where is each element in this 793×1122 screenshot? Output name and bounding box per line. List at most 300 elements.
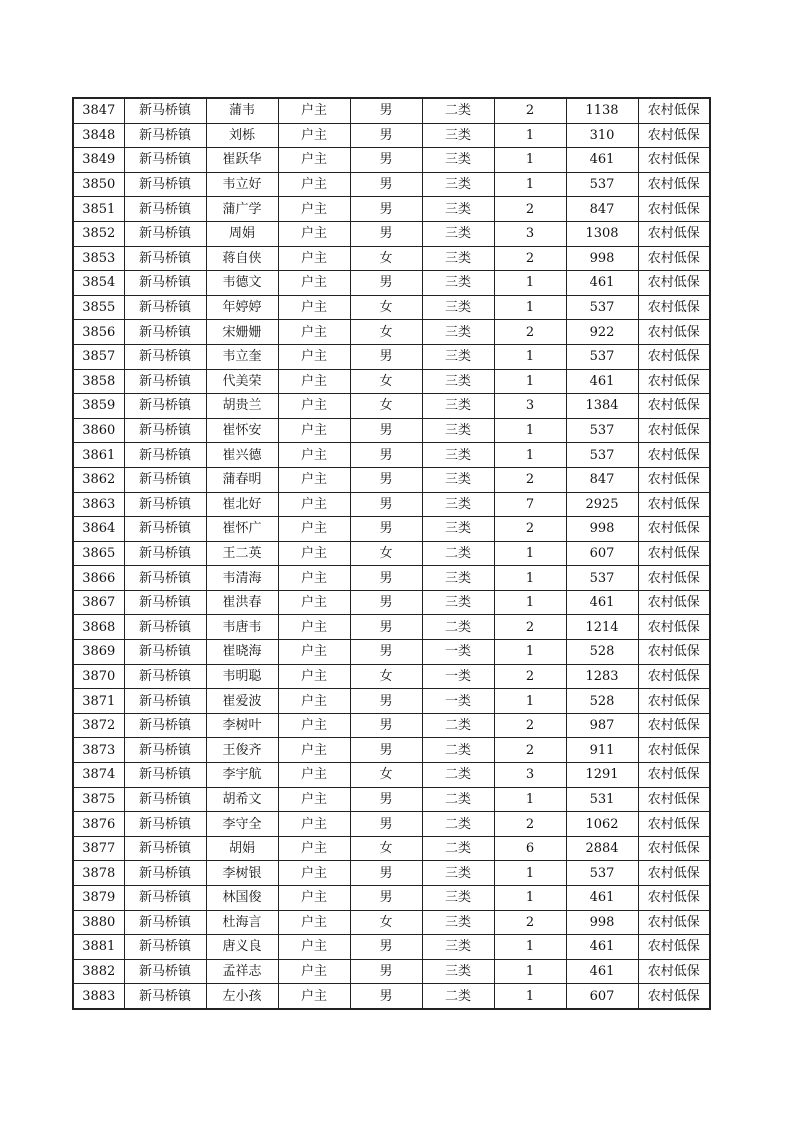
category-cell: 三类: [422, 123, 494, 148]
town-cell: 新马桥镇: [124, 394, 206, 419]
household-size-cell: 1: [494, 148, 566, 173]
table-row: [73, 172, 710, 197]
row-number-cell: 3874: [73, 763, 124, 788]
assistance-type-cell: 农村低保: [638, 418, 710, 443]
category-cell: 二类: [422, 812, 494, 837]
amount-cell: 998: [566, 246, 638, 271]
table-row: [73, 123, 710, 148]
table-row: [73, 935, 710, 960]
amount-cell: 461: [566, 148, 638, 173]
category-cell: 二类: [422, 98, 494, 123]
table-row: [73, 246, 710, 271]
table-row: [73, 517, 710, 542]
household-size-cell: 1: [494, 443, 566, 468]
name-cell: 李树银: [206, 861, 278, 886]
table-row: [73, 295, 710, 320]
assistance-type-cell: 农村低保: [638, 295, 710, 320]
amount-cell: 537: [566, 418, 638, 443]
table-row: [73, 787, 710, 812]
row-number-cell: 3870: [73, 664, 124, 689]
relation-cell: 户主: [278, 172, 350, 197]
assistance-type-cell: 农村低保: [638, 344, 710, 369]
amount-cell: 531: [566, 787, 638, 812]
assistance-type-cell: 农村低保: [638, 664, 710, 689]
household-size-cell: 2: [494, 320, 566, 345]
gender-cell: 男: [350, 172, 422, 197]
table-row: [73, 615, 710, 640]
relation-cell: 户主: [278, 369, 350, 394]
household-size-cell: 2: [494, 713, 566, 738]
table-row: [73, 713, 710, 738]
relation-cell: 户主: [278, 295, 350, 320]
row-number-cell: 3859: [73, 394, 124, 419]
amount-cell: 461: [566, 590, 638, 615]
amount-cell: 998: [566, 517, 638, 542]
name-cell: 蒋自侠: [206, 246, 278, 271]
relation-cell: 户主: [278, 738, 350, 763]
category-cell: 二类: [422, 738, 494, 763]
assistance-roster-table: [72, 97, 711, 1010]
category-cell: 二类: [422, 615, 494, 640]
town-cell: 新马桥镇: [124, 271, 206, 296]
table-row: [73, 320, 710, 345]
household-size-cell: 3: [494, 221, 566, 246]
row-number-cell: 3848: [73, 123, 124, 148]
table-row: [73, 763, 710, 788]
category-cell: 二类: [422, 836, 494, 861]
row-number-cell: 3855: [73, 295, 124, 320]
household-size-cell: 2: [494, 738, 566, 763]
gender-cell: 女: [350, 763, 422, 788]
assistance-type-cell: 农村低保: [638, 738, 710, 763]
amount-cell: 987: [566, 713, 638, 738]
name-cell: 崔怀广: [206, 517, 278, 542]
household-size-cell: 1: [494, 566, 566, 591]
relation-cell: 户主: [278, 959, 350, 984]
town-cell: 新马桥镇: [124, 492, 206, 517]
relation-cell: 户主: [278, 640, 350, 665]
amount-cell: 1308: [566, 221, 638, 246]
table-row: [73, 271, 710, 296]
amount-cell: 1062: [566, 812, 638, 837]
household-size-cell: 2: [494, 517, 566, 542]
assistance-type-cell: 农村低保: [638, 443, 710, 468]
town-cell: 新马桥镇: [124, 541, 206, 566]
town-cell: 新马桥镇: [124, 123, 206, 148]
row-number-cell: 3882: [73, 959, 124, 984]
name-cell: 蒲广学: [206, 197, 278, 222]
assistance-type-cell: 农村低保: [638, 148, 710, 173]
category-cell: 三类: [422, 566, 494, 591]
amount-cell: 461: [566, 886, 638, 911]
household-size-cell: 2: [494, 467, 566, 492]
assistance-type-cell: 农村低保: [638, 123, 710, 148]
row-number-cell: 3850: [73, 172, 124, 197]
household-size-cell: 1: [494, 541, 566, 566]
town-cell: 新马桥镇: [124, 738, 206, 763]
name-cell: 韦立奎: [206, 344, 278, 369]
household-size-cell: 2: [494, 197, 566, 222]
town-cell: 新马桥镇: [124, 689, 206, 714]
town-cell: 新马桥镇: [124, 320, 206, 345]
category-cell: 三类: [422, 148, 494, 173]
name-cell: 崔洪春: [206, 590, 278, 615]
town-cell: 新马桥镇: [124, 640, 206, 665]
town-cell: 新马桥镇: [124, 763, 206, 788]
gender-cell: 男: [350, 959, 422, 984]
table-row: [73, 590, 710, 615]
assistance-type-cell: 农村低保: [638, 910, 710, 935]
gender-cell: 男: [350, 738, 422, 763]
category-cell: 三类: [422, 886, 494, 911]
relation-cell: 户主: [278, 861, 350, 886]
household-size-cell: 1: [494, 123, 566, 148]
row-number-cell: 3856: [73, 320, 124, 345]
assistance-type-cell: 农村低保: [638, 369, 710, 394]
household-size-cell: 2: [494, 910, 566, 935]
relation-cell: 户主: [278, 197, 350, 222]
table-row: [73, 738, 710, 763]
table-row: [73, 443, 710, 468]
gender-cell: 男: [350, 98, 422, 123]
relation-cell: 户主: [278, 123, 350, 148]
gender-cell: 男: [350, 886, 422, 911]
name-cell: 宋姗姗: [206, 320, 278, 345]
name-cell: 王二英: [206, 541, 278, 566]
row-number-cell: 3863: [73, 492, 124, 517]
category-cell: 三类: [422, 320, 494, 345]
row-number-cell: 3868: [73, 615, 124, 640]
household-size-cell: 2: [494, 246, 566, 271]
name-cell: 胡娟: [206, 836, 278, 861]
name-cell: 韦德文: [206, 271, 278, 296]
household-size-cell: 1: [494, 590, 566, 615]
assistance-type-cell: 农村低保: [638, 197, 710, 222]
amount-cell: 461: [566, 959, 638, 984]
relation-cell: 户主: [278, 467, 350, 492]
assistance-type-cell: 农村低保: [638, 492, 710, 517]
gender-cell: 男: [350, 443, 422, 468]
row-number-cell: 3871: [73, 689, 124, 714]
household-size-cell: 2: [494, 615, 566, 640]
row-number-cell: 3875: [73, 787, 124, 812]
household-size-cell: 6: [494, 836, 566, 861]
household-size-cell: 2: [494, 812, 566, 837]
table-row: [73, 689, 710, 714]
row-number-cell: 3862: [73, 467, 124, 492]
gender-cell: 男: [350, 689, 422, 714]
category-cell: 三类: [422, 517, 494, 542]
table-row: [73, 836, 710, 861]
household-size-cell: 1: [494, 344, 566, 369]
relation-cell: 户主: [278, 910, 350, 935]
relation-cell: 户主: [278, 787, 350, 812]
household-size-cell: 1: [494, 640, 566, 665]
name-cell: 韦唐韦: [206, 615, 278, 640]
table-row: [73, 812, 710, 837]
household-size-cell: 3: [494, 763, 566, 788]
category-cell: 二类: [422, 984, 494, 1009]
name-cell: 王俊齐: [206, 738, 278, 763]
gender-cell: 男: [350, 123, 422, 148]
relation-cell: 户主: [278, 763, 350, 788]
name-cell: 崔北好: [206, 492, 278, 517]
assistance-type-cell: 农村低保: [638, 787, 710, 812]
household-size-cell: 7: [494, 492, 566, 517]
name-cell: 崔怀安: [206, 418, 278, 443]
relation-cell: 户主: [278, 344, 350, 369]
relation-cell: 户主: [278, 394, 350, 419]
household-size-cell: 1: [494, 271, 566, 296]
household-size-cell: 1: [494, 935, 566, 960]
town-cell: 新马桥镇: [124, 861, 206, 886]
assistance-type-cell: 农村低保: [638, 713, 710, 738]
category-cell: 三类: [422, 295, 494, 320]
row-number-cell: 3864: [73, 517, 124, 542]
household-size-cell: 1: [494, 959, 566, 984]
town-cell: 新马桥镇: [124, 910, 206, 935]
gender-cell: 男: [350, 640, 422, 665]
table-body: [73, 98, 710, 1009]
table-row: [73, 148, 710, 173]
town-cell: 新马桥镇: [124, 812, 206, 837]
assistance-type-cell: 农村低保: [638, 271, 710, 296]
row-number-cell: 3858: [73, 369, 124, 394]
assistance-type-cell: 农村低保: [638, 394, 710, 419]
gender-cell: 男: [350, 812, 422, 837]
household-size-cell: 1: [494, 172, 566, 197]
household-size-cell: 3: [494, 394, 566, 419]
category-cell: 三类: [422, 910, 494, 935]
town-cell: 新马桥镇: [124, 344, 206, 369]
gender-cell: 女: [350, 320, 422, 345]
amount-cell: 461: [566, 369, 638, 394]
amount-cell: 461: [566, 271, 638, 296]
table-row: [73, 861, 710, 886]
town-cell: 新马桥镇: [124, 886, 206, 911]
household-size-cell: 2: [494, 98, 566, 123]
amount-cell: 537: [566, 443, 638, 468]
amount-cell: 310: [566, 123, 638, 148]
town-cell: 新马桥镇: [124, 148, 206, 173]
row-number-cell: 3878: [73, 861, 124, 886]
amount-cell: 1138: [566, 98, 638, 123]
gender-cell: 男: [350, 517, 422, 542]
row-number-cell: 3881: [73, 935, 124, 960]
town-cell: 新马桥镇: [124, 467, 206, 492]
table-row: [73, 418, 710, 443]
category-cell: 二类: [422, 541, 494, 566]
table-row: [73, 910, 710, 935]
amount-cell: 1214: [566, 615, 638, 640]
assistance-type-cell: 农村低保: [638, 246, 710, 271]
amount-cell: 847: [566, 467, 638, 492]
assistance-type-cell: 农村低保: [638, 590, 710, 615]
relation-cell: 户主: [278, 271, 350, 296]
amount-cell: 1283: [566, 664, 638, 689]
row-number-cell: 3861: [73, 443, 124, 468]
row-number-cell: 3883: [73, 984, 124, 1009]
relation-cell: 户主: [278, 320, 350, 345]
category-cell: 三类: [422, 492, 494, 517]
town-cell: 新马桥镇: [124, 295, 206, 320]
table-row: [73, 959, 710, 984]
assistance-type-cell: 农村低保: [638, 221, 710, 246]
town-cell: 新马桥镇: [124, 566, 206, 591]
table-row: [73, 221, 710, 246]
name-cell: 胡贵兰: [206, 394, 278, 419]
relation-cell: 户主: [278, 566, 350, 591]
category-cell: 二类: [422, 713, 494, 738]
amount-cell: 1291: [566, 763, 638, 788]
gender-cell: 男: [350, 787, 422, 812]
gender-cell: 女: [350, 836, 422, 861]
relation-cell: 户主: [278, 836, 350, 861]
name-cell: 韦清海: [206, 566, 278, 591]
category-cell: 三类: [422, 246, 494, 271]
household-size-cell: 1: [494, 984, 566, 1009]
assistance-type-cell: 农村低保: [638, 935, 710, 960]
town-cell: 新马桥镇: [124, 418, 206, 443]
name-cell: 杜海言: [206, 910, 278, 935]
name-cell: 周娟: [206, 221, 278, 246]
assistance-type-cell: 农村低保: [638, 172, 710, 197]
gender-cell: 男: [350, 590, 422, 615]
gender-cell: 女: [350, 369, 422, 394]
relation-cell: 户主: [278, 615, 350, 640]
name-cell: 韦明聪: [206, 664, 278, 689]
row-number-cell: 3847: [73, 98, 124, 123]
relation-cell: 户主: [278, 492, 350, 517]
household-size-cell: 2: [494, 664, 566, 689]
row-number-cell: 3853: [73, 246, 124, 271]
household-size-cell: 1: [494, 886, 566, 911]
household-size-cell: 1: [494, 787, 566, 812]
assistance-type-cell: 农村低保: [638, 467, 710, 492]
name-cell: 李宇航: [206, 763, 278, 788]
amount-cell: 998: [566, 910, 638, 935]
name-cell: 李树叶: [206, 713, 278, 738]
table-row: [73, 467, 710, 492]
relation-cell: 户主: [278, 886, 350, 911]
name-cell: 左小孩: [206, 984, 278, 1009]
relation-cell: 户主: [278, 98, 350, 123]
gender-cell: 女: [350, 541, 422, 566]
amount-cell: 911: [566, 738, 638, 763]
name-cell: 崔兴德: [206, 443, 278, 468]
town-cell: 新马桥镇: [124, 664, 206, 689]
amount-cell: 537: [566, 861, 638, 886]
gender-cell: 男: [350, 566, 422, 591]
category-cell: 三类: [422, 935, 494, 960]
name-cell: 崔晓海: [206, 640, 278, 665]
household-size-cell: 1: [494, 861, 566, 886]
gender-cell: 男: [350, 935, 422, 960]
row-number-cell: 3866: [73, 566, 124, 591]
name-cell: 林国俊: [206, 886, 278, 911]
gender-cell: 男: [350, 148, 422, 173]
relation-cell: 户主: [278, 984, 350, 1009]
town-cell: 新马桥镇: [124, 197, 206, 222]
relation-cell: 户主: [278, 443, 350, 468]
gender-cell: 男: [350, 344, 422, 369]
amount-cell: 537: [566, 566, 638, 591]
table-row: [73, 197, 710, 222]
row-number-cell: 3877: [73, 836, 124, 861]
table-row: [73, 566, 710, 591]
amount-cell: 1384: [566, 394, 638, 419]
assistance-type-cell: 农村低保: [638, 98, 710, 123]
town-cell: 新马桥镇: [124, 713, 206, 738]
category-cell: 三类: [422, 197, 494, 222]
assistance-type-cell: 农村低保: [638, 886, 710, 911]
name-cell: 代美荣: [206, 369, 278, 394]
gender-cell: 女: [350, 246, 422, 271]
name-cell: 崔跃华: [206, 148, 278, 173]
amount-cell: 537: [566, 344, 638, 369]
row-number-cell: 3873: [73, 738, 124, 763]
town-cell: 新马桥镇: [124, 98, 206, 123]
household-size-cell: 1: [494, 369, 566, 394]
table-row: [73, 394, 710, 419]
relation-cell: 户主: [278, 590, 350, 615]
assistance-type-cell: 农村低保: [638, 320, 710, 345]
amount-cell: 528: [566, 689, 638, 714]
gender-cell: 男: [350, 221, 422, 246]
name-cell: 崔爱波: [206, 689, 278, 714]
assistance-type-cell: 农村低保: [638, 566, 710, 591]
row-number-cell: 3852: [73, 221, 124, 246]
gender-cell: 男: [350, 615, 422, 640]
town-cell: 新马桥镇: [124, 984, 206, 1009]
gender-cell: 男: [350, 984, 422, 1009]
town-cell: 新马桥镇: [124, 369, 206, 394]
household-size-cell: 1: [494, 689, 566, 714]
town-cell: 新马桥镇: [124, 221, 206, 246]
row-number-cell: 3860: [73, 418, 124, 443]
gender-cell: 女: [350, 910, 422, 935]
category-cell: 三类: [422, 344, 494, 369]
assistance-type-cell: 农村低保: [638, 836, 710, 861]
relation-cell: 户主: [278, 664, 350, 689]
town-cell: 新马桥镇: [124, 787, 206, 812]
category-cell: 三类: [422, 443, 494, 468]
relation-cell: 户主: [278, 418, 350, 443]
gender-cell: 男: [350, 271, 422, 296]
name-cell: 李守全: [206, 812, 278, 837]
relation-cell: 户主: [278, 148, 350, 173]
household-size-cell: 1: [494, 418, 566, 443]
gender-cell: 女: [350, 295, 422, 320]
table-row: [73, 640, 710, 665]
town-cell: 新马桥镇: [124, 959, 206, 984]
town-cell: 新马桥镇: [124, 615, 206, 640]
row-number-cell: 3876: [73, 812, 124, 837]
row-number-cell: 3849: [73, 148, 124, 173]
row-number-cell: 3854: [73, 271, 124, 296]
relation-cell: 户主: [278, 221, 350, 246]
category-cell: 二类: [422, 763, 494, 788]
amount-cell: 461: [566, 935, 638, 960]
row-number-cell: 3880: [73, 910, 124, 935]
name-cell: 刘栎: [206, 123, 278, 148]
category-cell: 三类: [422, 590, 494, 615]
name-cell: 蒲春明: [206, 467, 278, 492]
category-cell: 一类: [422, 689, 494, 714]
assistance-type-cell: 农村低保: [638, 861, 710, 886]
relation-cell: 户主: [278, 541, 350, 566]
table-row: [73, 344, 710, 369]
